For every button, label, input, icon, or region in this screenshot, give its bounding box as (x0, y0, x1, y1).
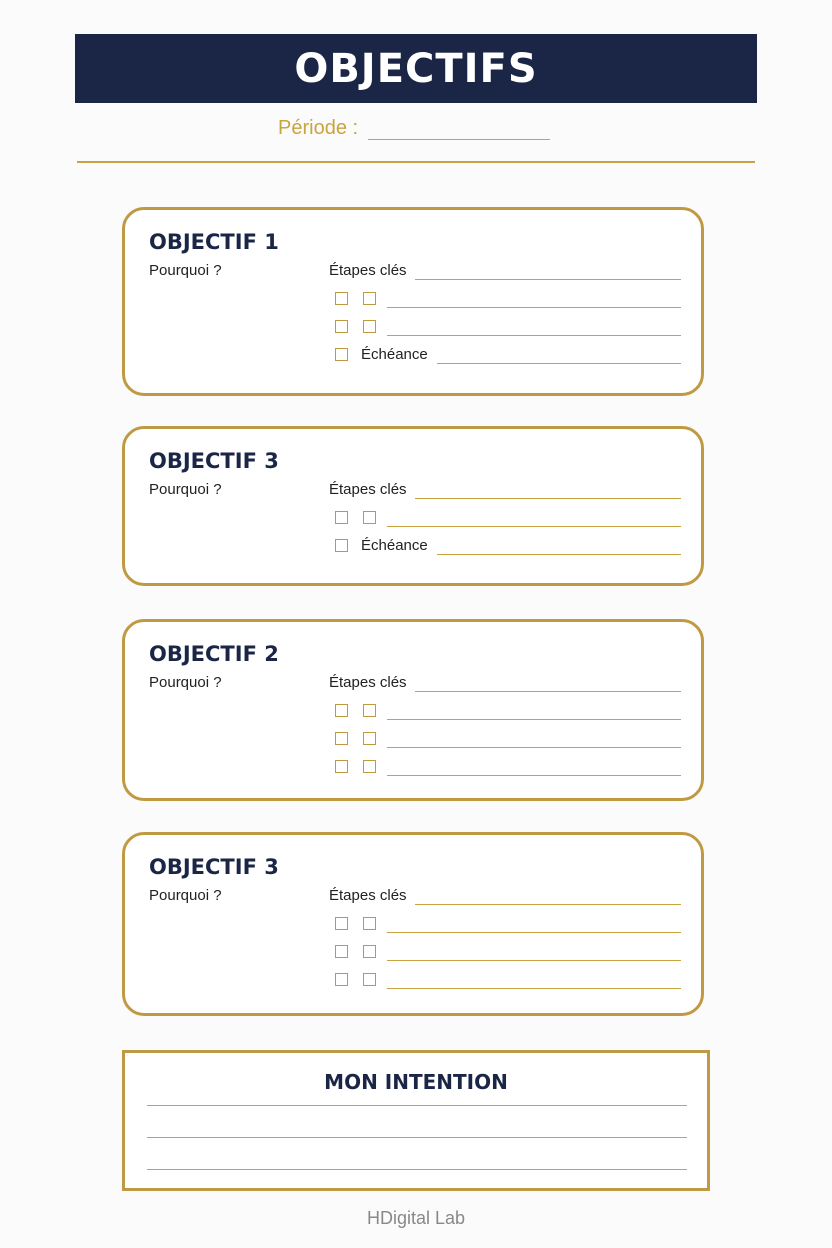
step-input-line[interactable] (387, 988, 681, 989)
checkbox[interactable] (335, 539, 348, 552)
why-label: Pourquoi ? (149, 887, 222, 904)
steps-section (329, 262, 681, 374)
why-label: Pourquoi ? (149, 262, 222, 279)
steps-input-line[interactable] (415, 691, 681, 692)
step-input-line[interactable] (387, 775, 681, 776)
intention-box (122, 1050, 710, 1191)
intention-input-line[interactable] (147, 1137, 687, 1138)
step-input-line[interactable] (387, 307, 681, 308)
checkbox[interactable] (335, 973, 348, 986)
step-input-line[interactable] (387, 719, 681, 720)
step-input-line[interactable] (387, 932, 681, 933)
checkbox[interactable] (363, 292, 376, 305)
steps-section (329, 481, 681, 565)
checkbox[interactable] (335, 760, 348, 773)
step-row (329, 290, 681, 318)
steps-label: Étapes clés (329, 674, 407, 691)
steps-row (329, 674, 681, 702)
step-row (329, 758, 681, 786)
steps-label: Étapes clés (329, 887, 407, 904)
deadline-label: Échéance (361, 537, 428, 554)
intention-title: MON INTENTION (324, 1070, 508, 1094)
checkbox[interactable] (335, 511, 348, 524)
checkbox[interactable] (363, 917, 376, 930)
deadline-row (329, 537, 681, 565)
checkbox[interactable] (363, 945, 376, 958)
step-row (329, 509, 681, 537)
steps-input-line[interactable] (415, 279, 681, 280)
step-row (329, 318, 681, 346)
steps-input-line[interactable] (415, 904, 681, 905)
period-label: Période : (278, 117, 359, 139)
period-field[interactable] (278, 117, 550, 140)
checkbox[interactable] (335, 704, 348, 717)
checkbox[interactable] (335, 945, 348, 958)
deadline-row (329, 346, 681, 374)
step-row (329, 943, 681, 971)
deadline-label: Échéance (361, 346, 428, 363)
steps-input-line[interactable] (415, 498, 681, 499)
steps-row (329, 262, 681, 290)
why-label: Pourquoi ? (149, 674, 222, 691)
checkbox[interactable] (363, 511, 376, 524)
checkbox[interactable] (335, 320, 348, 333)
step-row (329, 915, 681, 943)
deadline-input-line[interactable] (437, 554, 681, 555)
intention-input-line[interactable] (147, 1105, 687, 1106)
objective-card-4 (122, 832, 704, 1016)
step-input-line[interactable] (387, 335, 681, 336)
step-row (329, 702, 681, 730)
step-input-line[interactable] (387, 526, 681, 527)
steps-section (329, 887, 681, 999)
header-divider (77, 161, 755, 163)
checkbox[interactable] (335, 292, 348, 305)
checkbox[interactable] (363, 704, 376, 717)
objective-card-1 (122, 207, 704, 396)
checkbox[interactable] (363, 320, 376, 333)
steps-label: Étapes clés (329, 481, 407, 498)
period-input-line[interactable] (368, 121, 550, 140)
objective-title: OBJECTIF 3 (149, 855, 279, 879)
footer-brand: HDigital Lab (366, 1208, 466, 1228)
checkbox[interactable] (363, 973, 376, 986)
deadline-input-line[interactable] (437, 363, 681, 364)
steps-section (329, 674, 681, 786)
objective-title: OBJECTIF 3 (149, 449, 279, 473)
step-row (329, 730, 681, 758)
objective-card-3 (122, 619, 704, 801)
objective-title: OBJECTIF 1 (149, 230, 279, 254)
checkbox[interactable] (335, 732, 348, 745)
page-title: OBJECTIFS (75, 34, 757, 103)
intention-input-line[interactable] (147, 1169, 687, 1170)
steps-row (329, 887, 681, 915)
step-row (329, 971, 681, 999)
steps-row (329, 481, 681, 509)
checkbox[interactable] (363, 732, 376, 745)
checkbox[interactable] (335, 917, 348, 930)
checkbox[interactable] (335, 348, 348, 361)
objective-card-2 (122, 426, 704, 586)
step-input-line[interactable] (387, 960, 681, 961)
step-input-line[interactable] (387, 747, 681, 748)
steps-label: Étapes clés (329, 262, 407, 279)
why-label: Pourquoi ? (149, 481, 222, 498)
checkbox[interactable] (363, 760, 376, 773)
objective-title: OBJECTIF 2 (149, 642, 279, 666)
